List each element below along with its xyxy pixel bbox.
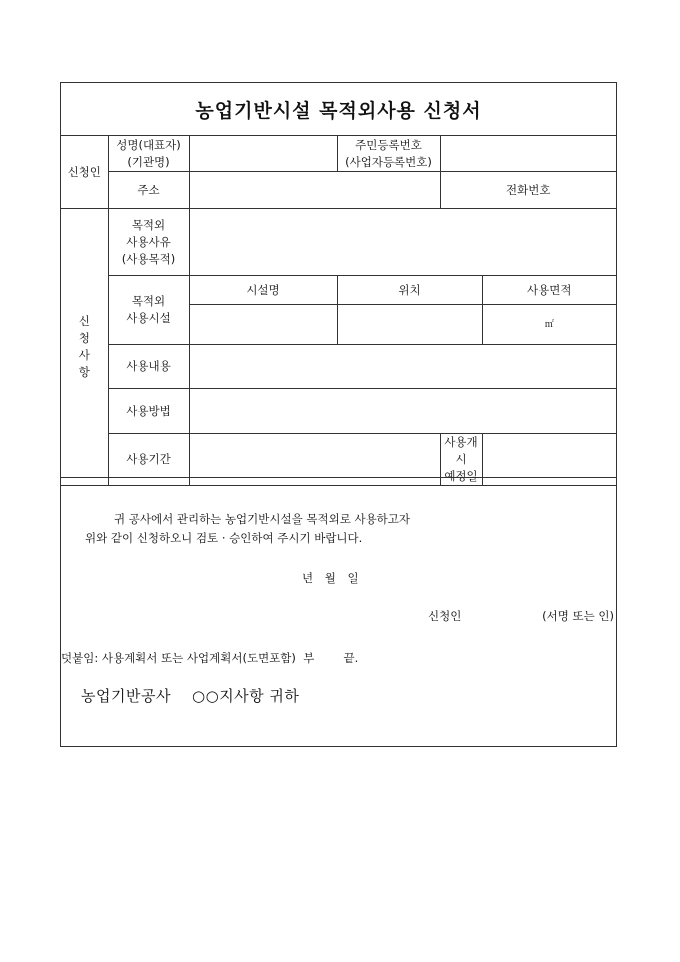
name-label: 성명(대표자) (기관명) bbox=[108, 136, 189, 172]
request-row-content bbox=[61, 345, 616, 389]
method-label: 사용방법 bbox=[108, 389, 189, 434]
request-row-method bbox=[61, 389, 616, 434]
name-field[interactable] bbox=[189, 136, 337, 172]
reason-field[interactable] bbox=[189, 209, 616, 276]
signature-field[interactable]: (서명 또는 인) bbox=[542, 609, 614, 623]
applicant-row-name bbox=[61, 136, 616, 172]
id-number-label: 주민등록번호 (사업자등록번호) bbox=[337, 136, 440, 172]
reason-label: 목적외 사용사유 (사용목적) bbox=[108, 209, 189, 276]
start-date-label: 사용개시 예정일 bbox=[440, 434, 482, 486]
form-title: 농업기반시설 목적외사용 신청서 bbox=[61, 83, 616, 136]
recipient-line: 농업기반공사 ○○지사항 귀하 bbox=[81, 687, 300, 705]
attachment-note: 덧붙임: 사용계획서 또는 사업계획서(도면포함) 부 끝. bbox=[61, 651, 359, 665]
facility-label: 목적외 사용시설 bbox=[108, 276, 189, 345]
area-field[interactable] bbox=[482, 305, 616, 345]
applicant-group-label: 신청인 bbox=[61, 136, 108, 209]
applicant-signature-label: 신청인 bbox=[428, 609, 462, 623]
statement-line-2: 위와 같이 신청하오니 검토 · 승인하여 주시기 바랍니다. bbox=[85, 531, 363, 545]
request-group-label: 신 청 사 항 bbox=[61, 209, 108, 486]
request-row-facility-header bbox=[61, 276, 616, 305]
facility-name-field[interactable] bbox=[189, 305, 337, 345]
application-form bbox=[60, 82, 617, 747]
content-field[interactable] bbox=[189, 345, 616, 389]
phone-label: 전화번호 bbox=[440, 172, 616, 209]
form-table bbox=[61, 135, 616, 486]
date-line: 년 월 일 bbox=[302, 571, 359, 585]
request-row-reason bbox=[61, 209, 616, 276]
facility-name-header: 시설명 bbox=[189, 276, 337, 305]
period-label: 사용기간 bbox=[108, 434, 189, 486]
method-field[interactable] bbox=[189, 389, 616, 434]
address-field[interactable] bbox=[189, 172, 440, 209]
statement-line-1: 귀 공사에서 관리하는 농업기반시설을 목적외로 사용하고자 bbox=[114, 512, 410, 526]
statement-section bbox=[61, 477, 616, 747]
area-unit: ㎡ bbox=[544, 320, 554, 330]
id-number-field[interactable] bbox=[440, 136, 616, 172]
content-label: 사용내용 bbox=[108, 345, 189, 389]
address-label: 주소 bbox=[108, 172, 189, 209]
applicant-row-address bbox=[61, 172, 616, 209]
location-header: 위치 bbox=[337, 276, 482, 305]
location-field[interactable] bbox=[337, 305, 482, 345]
area-header: 사용면적 bbox=[482, 276, 616, 305]
